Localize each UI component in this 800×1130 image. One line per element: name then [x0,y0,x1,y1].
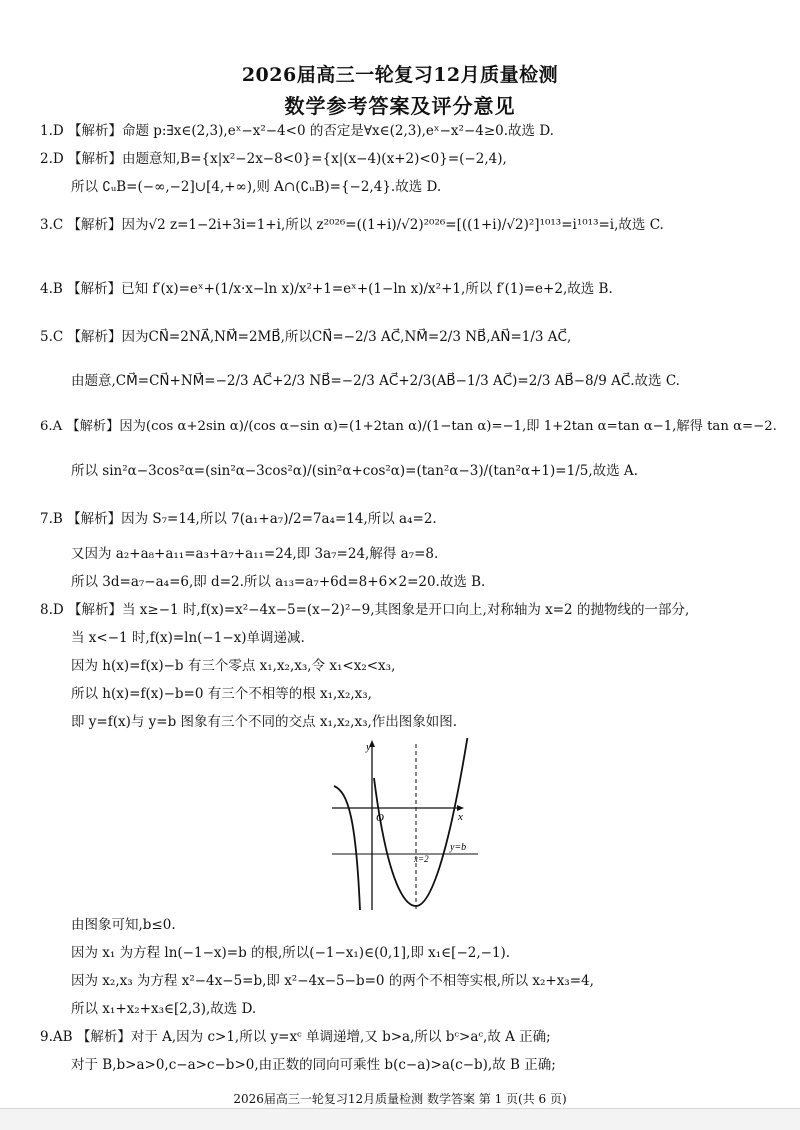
answer-line-6b: 所以 sin²α−3cos²α=(sin²α−3cos²α)/(sin²α+cos²α)=(tan²α−3)/(tan²α+1)=1/5,故选 A. [71,463,638,479]
y-axis-label: y [366,741,371,753]
answer-line-8f: 由图象可知,b≤0. [71,917,176,933]
answer-line-9: 9.AB 【解析】对于 A,因为 c>1,所以 y=xᶜ 单调递增,又 b>a,所以 bᶜ>aᶜ,故 A 正确; [40,1029,551,1045]
answer-line-8e: 即 y=f(x)与 y=b 图象有三个不同的交点 x₁,x₂,x₃,作出图象如图. [71,714,458,730]
bottom-margin [0,1109,800,1130]
answer-line-1: 1.D 【解析】命题 p:∃x∈(2,3),eˣ−x²−4<0 的否定是∀x∈(2,3),eˣ−x²−4≥0.故选 D. [40,123,554,139]
answer-line-7: 7.B 【解析】因为 S₇=14,所以 7(a₁+a₇)/2=7a₄=14,所以 a₄=2. [40,511,437,527]
answer-line-4: 4.B 【解析】已知 f′(x)=eˣ+(1/x·x−ln x)/x²+1=eˣ+(1−ln x)/x²+1,所以 f′(1)=e+2,故选 B. [40,281,613,297]
answer-line-7b: 又因为 a₂+a₈+a₁₁=a₃+a₇+a₁₁=24,即 3a₇=24,解得 a₇=8. [71,546,439,562]
answer-line-7c: 所以 3d=a₇−a₄=6,即 d=2.所以 a₁₃=a₇+6d=8+6×2=20.故选 B. [71,574,486,590]
answer-line-8i: 所以 x₁+x₂+x₃∈[2,3),故选 D. [71,1001,257,1017]
answer-line-9b: 对于 B,b>a>0,c−a>c−b>0,由正数的同向可乘性 b(c−a)>a(c−b),故 B 正确; [71,1057,556,1073]
answer-line-8g: 因为 x₁ 为方程 ln(−1−x)=b 的根,所以(−1−x₁)∈(0,1],即 x₁∈[−2,−1). [71,945,511,961]
symmetry-label: x=2 [414,854,429,864]
answer-line-8d: 所以 h(x)=f(x)−b=0 有三个不相等的根 x₁,x₂,x₃, [71,686,372,702]
parabola-curve [374,738,468,906]
page-footer: 2026届高三一轮复习12月质量检测 数学答案 第 1 页(共 6 页) [233,1092,567,1106]
answer-line-5b: 由题意,CM⃗=CN⃗+NM⃗=−2/3 AC⃗+2/3 NB⃗=−2/3 AC⃗+2/3(AB⃗−1/3 AC⃗)=2/3 AB⃗−8/9 AC⃗.故选 C. [71,373,680,389]
answer-line-2: 2.D 【解析】由题意知,B={x|x²−2x−8<0}={x|(x−4)(x+2)<0}=(−2,4), [40,151,507,167]
exam-subtitle: 数学参考答案及评分意见 [284,94,516,118]
x-axis-label: x [458,811,463,823]
answer-line-8c: 因为 h(x)=f(x)−b 有三个零点 x₁,x₂,x₃,令 x₁<x₂<x₃, [71,658,396,674]
answer-line-3: 3.C 【解析】因为√2 z=1−2i+3i=1+i,所以 z²⁰²⁶=((1+i)/√2)²⁰²⁶=[((1+i)/√2)²]¹⁰¹³=i¹⁰¹³=i,故选 C. [40,217,664,233]
answer-line-2b: 所以 ∁ᵤB=(−∞,−2]∪[4,+∞),则 A∩(∁ᵤB)={−2,4}.故选 D. [71,179,442,195]
exam-title: 2026届高三一轮复习12月质量检测 [241,64,559,86]
answer-line-8: 8.D 【解析】当 x≥−1 时,f(x)=x²−4x−5=(x−2)²−9,其图象是开口向上,对称轴为 x=2 的抛物线的一部分, [40,602,690,618]
answer-line-6: 6.A 【解析】因为(cos α+2sin α)/(cos α−sin α)=(1+2tan α)/(1−tan α)=−1,即 1+2tan α=tan α−1,解得 tan α=−2. [40,419,777,434]
answer-line-5: 5.C 【解析】因为CN⃗=2NA⃗,NM⃗=2MB⃗,所以CN⃗=−2/3 AC⃗,NM⃗=2/3 NB⃗,AN⃗=1/3 AC⃗, [40,329,572,345]
answer-line-8b: 当 x<−1 时,f(x)=ln(−1−x)单调递减. [71,630,305,646]
origin-label: O [376,812,384,824]
line-b-label: y=b [450,842,467,853]
answer-line-8h: 因为 x₂,x₃ 为方程 x²−4x−5=b,即 x²−4x−5−b=0 的两个不相等实根,所以 x₂+x₃=4, [71,973,594,989]
log-branch-curve [334,786,360,910]
function-graph [330,738,480,916]
